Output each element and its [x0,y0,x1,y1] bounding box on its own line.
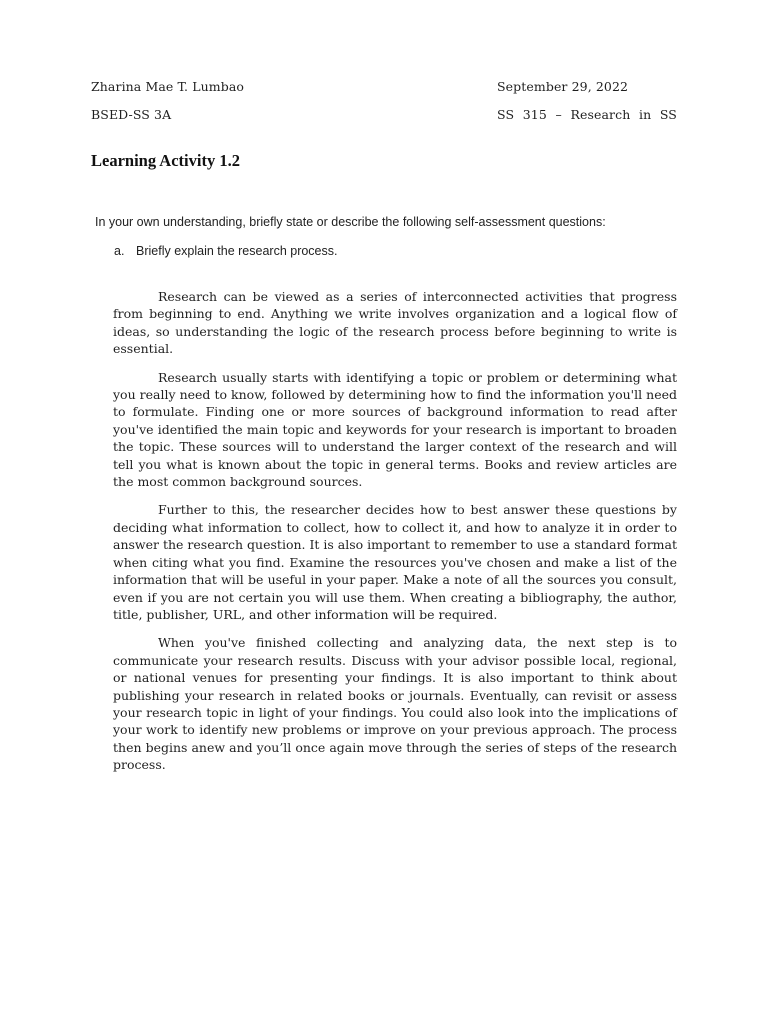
course-word: in [638,107,652,122]
answer-body [113,288,677,785]
answer-paragraph: Research usually starts with identifying a topic or problem or determining what you really need to know, followed by determining how to find the information you'll need to formulate. Finding one or more sources of background information to read after you've identified the main topic and keywords for your research is important to broaden the topic. These sources will to understand the larger context of the research and will tell you what is known about the topic in general terms. Books and review articles are the most common background sources. [113,369,677,490]
course-word: – [555,107,562,122]
question-item [114,243,337,259]
activity-title: Learning Activity 1.2 [91,151,240,170]
date-label: September 29, 2022 [497,79,629,94]
course-label [497,107,677,123]
course-word: 315 [522,107,547,122]
student-name: Zharina Mae T. Lumbao [91,79,244,94]
course-word: SS [659,107,677,122]
answer-paragraph: Further to this, the researcher decides how to best answer these questions by deciding what information to collect, how to collect it, and how to analyze it in order to answer the research question. It is also important to remember to use a standard format when citing what you find. Examine the resources you've chosen and make a list of the information that will be useful in your paper. Make a note of all the sources you consult, even if you are not certain you will use them. When creating a bibliography, the author, title, publisher, URL, and other information will be required. [113,502,677,622]
course-word: SS [497,107,515,122]
instructions-text: In your own understanding, briefly state or describe the following self-assessment questions: [95,215,606,229]
answer-paragraph: Research can be viewed as a series of interconnected activities that progress from beginning to end. Anything we write involves organization and a logical flow of ideas, so understanding the logic of the research process before beginning to write is essential. [113,289,677,357]
question-text: Briefly explain the research process. [136,244,338,258]
answer-paragraph: When you've finished collecting and analyzing data, the next step is to communicate your research results. Discuss with your advisor possible local, regional, or national venues for presenting your findings. It is also important to think about publishing your research in related books or journals. Eventually, can revisit or assess your research topic in light of your findings. You could also look into the implications of your work to identify new problems or improve on your previous approach. The process then begins anew and you’ll once again move through the series of steps of the research process. [113,635,677,773]
question-marker: a. [114,244,125,258]
section-label: BSED-SS 3A [91,107,172,122]
course-word: Research [570,107,631,122]
